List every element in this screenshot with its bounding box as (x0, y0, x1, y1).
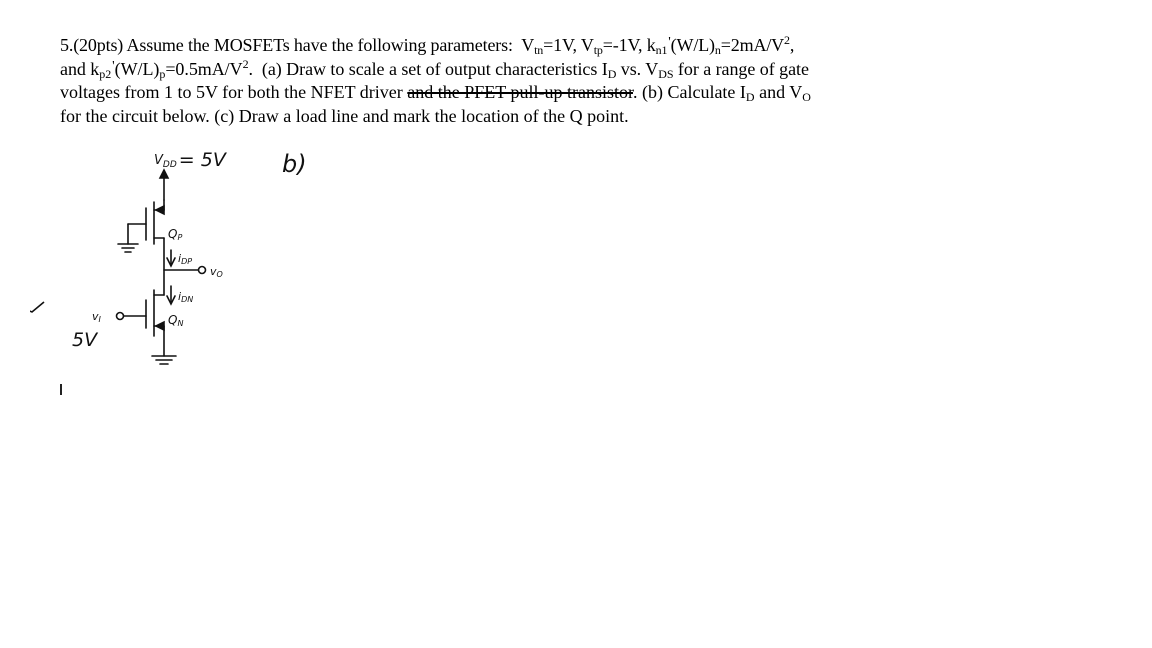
problem-line-2: and $k_{p2}'(W/L)_p=0.5mA/V^2$. (a) Draw to scale a set of output characteristics $I_D$ vs. $V_{DS}$ for a range of gate (60, 56, 809, 81)
problem-line-4: for the circuit below. (c) Draw a load line and mark the location of the Q point. (60, 105, 629, 126)
pmos-arrow-icon (156, 206, 164, 214)
problem-points: (20pts) (73, 35, 124, 55)
problem-line-1: 5.(20pts) Assume the MOSFETs have the following parameters: $V_{tn}=1V$, $V_{tp}=-1V$, $k_{n1}'(W/L)_n=2mA/V^2$, (60, 33, 795, 57)
output-terminal (199, 267, 206, 274)
vi-label: vI (92, 310, 101, 324)
idn-label: iDN (178, 290, 194, 304)
input-terminal (117, 313, 124, 320)
cmos-inverter-circuit (30, 140, 350, 400)
vtp-param: $V_{tp}=-1V$, (580, 35, 643, 57)
vdd-label: $V_{DD} = 5V$ (154, 149, 226, 171)
kn-param: $k_{n1}'(W/L)_n=2mA/V^2$, (646, 33, 795, 57)
vi-value: 5V (72, 329, 98, 351)
problem-line-3: voltages from 1 to 5V for both the NFET driver and the PFET pull-up transistor. (b) Calculate $I_D$ and $V_O$ (60, 82, 811, 104)
vtn-param: $V_{tn}=1V$, (521, 35, 577, 57)
vdd-arrow-icon (160, 170, 168, 178)
struck-out-text: and the PFET pull-up transistor (407, 82, 633, 102)
qp-label: QP (168, 227, 183, 242)
problem-statement (60, 34, 900, 128)
problem-number: 5. (60, 35, 74, 55)
vo-label: vO (210, 265, 223, 279)
nmos-arrow-icon (156, 322, 164, 330)
part-b-mark: b) (282, 150, 307, 178)
idp-label: iDP (178, 252, 193, 266)
qn-label: QN (168, 313, 184, 328)
margin-mark (60, 384, 62, 395)
check-mark-icon (30, 302, 44, 312)
kp-param: $k_{p2}'(W/L)_p=0.5mA/V^2$. (90, 56, 253, 81)
